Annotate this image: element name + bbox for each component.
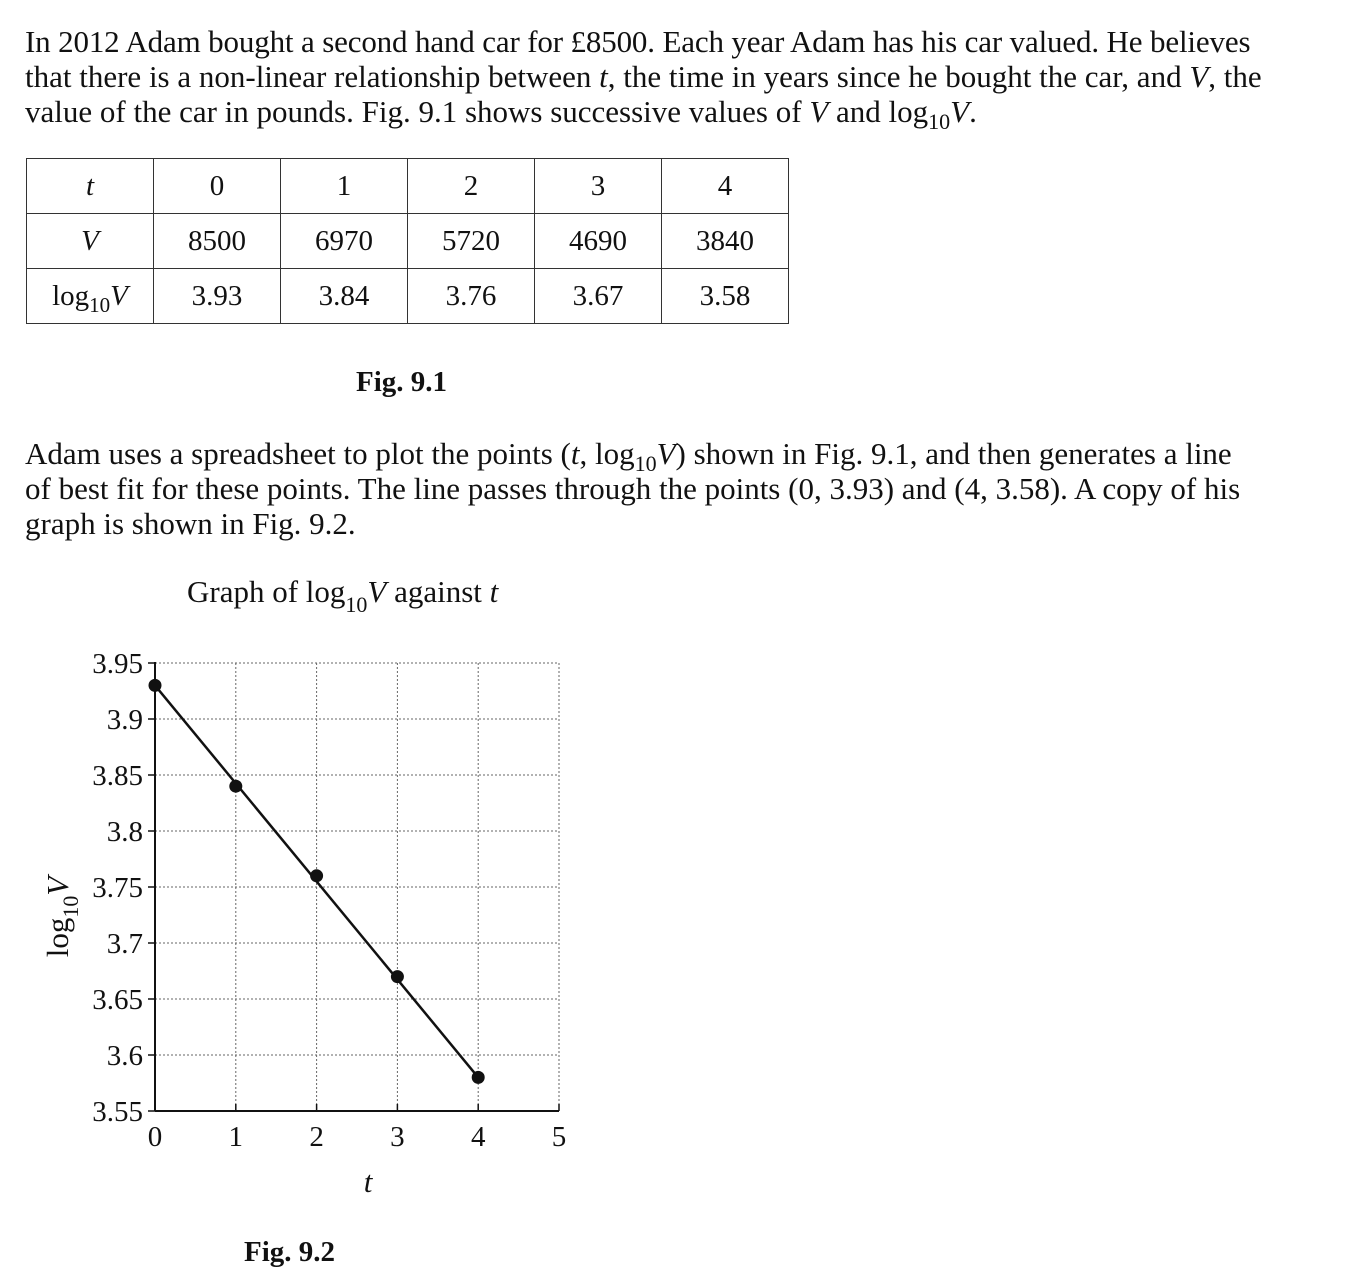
row-header-log: $\log_{10}V$ (27, 269, 154, 324)
graph-line-1: Adam uses a spreadsheet to plot the points (t, $\log_{10}V$) shown in Fig. 9.1, and then generates a line (25, 436, 1232, 476)
x-tick-label: 3 (390, 1121, 405, 1153)
x-axis-label: t (363, 1164, 373, 1199)
table-cell: 3840 (662, 214, 789, 269)
table-row-t (27, 159, 789, 214)
data-table (26, 158, 789, 324)
table-cell: 8500 (154, 214, 281, 269)
y-tick-label: 3.55 (92, 1096, 143, 1128)
table-cell: 5720 (408, 214, 535, 269)
figure-label-9-2: Fig. 9.2 (244, 1236, 336, 1268)
data-point (310, 869, 323, 882)
figure-label-9-1: Fig. 9.1 (356, 366, 448, 398)
y-tick-label: 3.7 (106, 928, 143, 960)
x-tick-label: 0 (147, 1121, 163, 1153)
y-tick-label: 3.85 (92, 760, 143, 792)
table-cell: 3 (535, 159, 662, 214)
table-cell: 2 (408, 159, 535, 214)
x-tick-labels (148, 1121, 567, 1153)
y-tick-label: 3.95 (92, 648, 143, 680)
table-cell: 0 (154, 159, 281, 214)
intro-line-1: In 2012 Adam bought a second hand car for £8500. Each year Adam has his car valued. He believes (25, 24, 1251, 59)
chart-grid (155, 663, 559, 1111)
intro-line-2: that there is a non-linear relationship between t, the time in years since he bought the car, and V, the (25, 59, 1262, 94)
table-cell: 1 (281, 159, 408, 214)
table-cell: 3.67 (535, 269, 662, 324)
table-cell: 4690 (535, 214, 662, 269)
y-tick-label: 3.65 (92, 984, 143, 1016)
y-tick-label: 3.75 (92, 872, 143, 904)
y-tick-labels (92, 648, 143, 1128)
table-cell: 3.93 (154, 269, 281, 324)
table-cell: 3.58 (662, 269, 789, 324)
y-tick-label: 3.8 (106, 816, 143, 848)
table-cell: 3.84 (281, 269, 408, 324)
x-tick-label: 4 (470, 1121, 486, 1153)
x-tick-label: 5 (551, 1121, 567, 1153)
graph-paragraph (25, 436, 1355, 541)
y-tick-label: 3.9 (106, 704, 143, 736)
graph-line-3: graph is shown in Fig. 9.2. (25, 506, 356, 541)
chart-title: Graph of $\log_{10}V$ against t (187, 574, 499, 617)
graph-line-2: of best fit for these points. The line passes through the points (0, 3.93) and (4, 3.58). A copy of his (25, 471, 1241, 506)
row-header-v: V (27, 214, 154, 269)
table-row-v (27, 214, 789, 269)
data-point (149, 679, 162, 692)
data-point (391, 970, 404, 983)
table-row-log (27, 269, 789, 324)
data-point (229, 780, 242, 793)
row-header-t: t (27, 159, 154, 214)
y-tick-label: 3.6 (106, 1040, 143, 1072)
x-tick-label: 1 (228, 1121, 244, 1153)
intro-line-3: value of the car in pounds. Fig. 9.1 shows successive values of V and $\log_{10}V$. (25, 94, 977, 134)
data-point (472, 1071, 485, 1084)
chart-axes (148, 662, 559, 1111)
log-v-chart (0, 560, 620, 1230)
table-cell: 3.76 (408, 269, 535, 324)
x-tick-label: 2 (309, 1121, 324, 1153)
intro-paragraph (25, 24, 1355, 134)
table-cell: 4 (662, 159, 789, 214)
table-cell: 6970 (281, 214, 408, 269)
y-axis-label: $\log_{10}V$ (40, 876, 83, 958)
